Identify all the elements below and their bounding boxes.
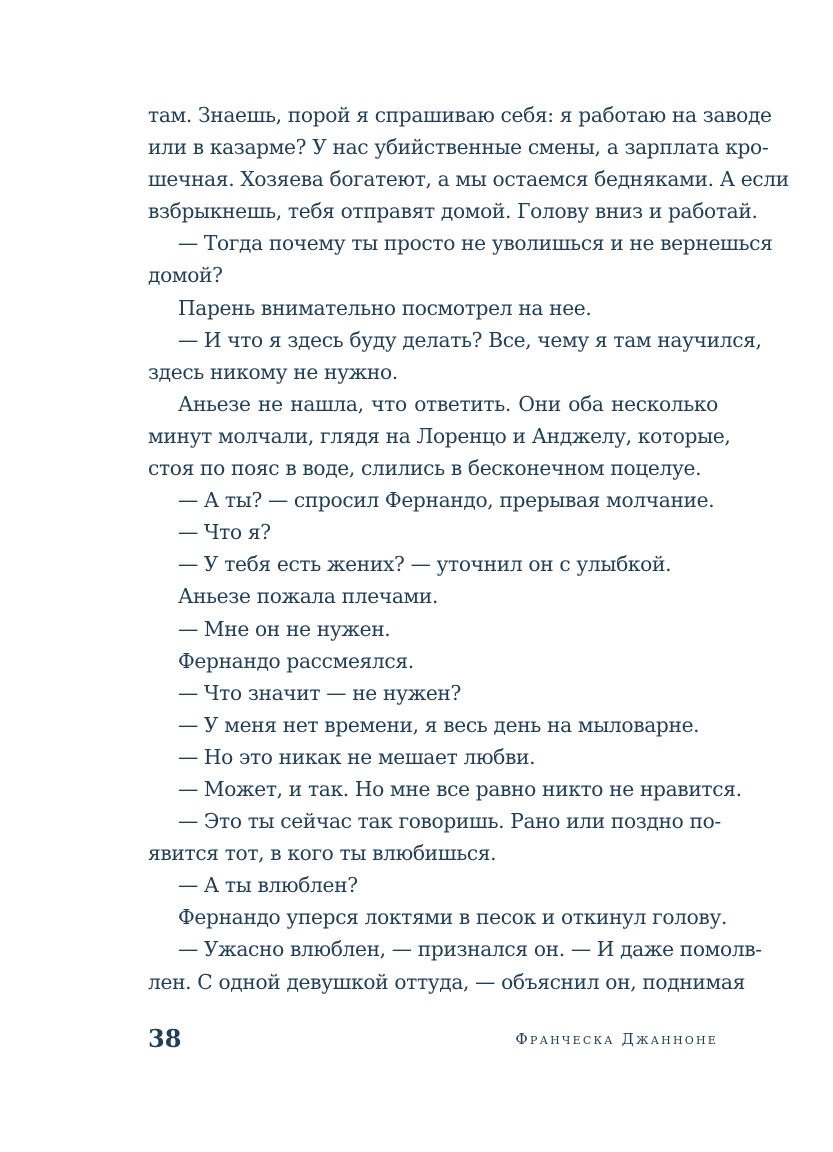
text-line: стоя по пояс в воде, слились в бесконечном поцелуе.	[148, 456, 702, 481]
text-line: здесь никому не нужно.	[148, 359, 398, 384]
text-line: Фернандо уперся локтями в песок и откинул голову.	[178, 905, 728, 930]
text-line: — Тогда почему ты просто не уволишься и не вернешься	[178, 231, 773, 256]
text-line: — Мне он не нужен.	[178, 616, 391, 641]
text-line: Фернандо рассмеялся.	[178, 648, 414, 673]
text-line: взбрыкнешь, тебя отправят домой. Голову вниз и работай.	[148, 199, 758, 224]
text-line: — Что значит — не нужен?	[178, 680, 461, 705]
text-line: Аньезе не нашла, что ответить. Они оба несколько	[178, 391, 718, 416]
text-line: Аньезе пожала плечами.	[178, 584, 439, 609]
text-line: шечная. Хозяева богатеют, а мы остаемся бедняками. А если	[148, 167, 789, 192]
text-line: — А ты? — спросил Фернандо, прерывая молчание.	[178, 488, 715, 513]
text-line: — Ужасно влюблен, — признался он. — И даже помолв-	[178, 937, 762, 962]
page-number: 38	[148, 1024, 182, 1053]
text-line: Парень внимательно посмотрел на нее.	[178, 295, 592, 320]
text-line: — Это ты сейчас так говоришь. Рано или поздно по-	[178, 809, 721, 834]
running-footer-author: Франческа Джанноне	[515, 1030, 718, 1048]
text-line: минут молчали, глядя на Лоренцо и Анджелу, которые,	[148, 423, 731, 448]
text-line: — И что я здесь буду делать? Все, чему я там научился,	[178, 327, 762, 352]
text-line: — А ты влюблен?	[178, 873, 358, 898]
text-line: лен. С одной девушкой оттуда, — объяснил он, поднимая	[148, 969, 745, 994]
page-footer	[148, 1022, 718, 1056]
text-line: домой?	[148, 263, 223, 288]
text-line: — У тебя есть жених? — уточнил он с улыбкой.	[178, 552, 672, 577]
text-line: или в казарме? У нас убийственные смены, а зарплата кро-	[148, 135, 769, 160]
text-line: — Может, и так. Но мне все равно никто не нравится.	[178, 776, 742, 801]
text-line: — У меня нет времени, я весь день на мыловарне.	[178, 712, 700, 737]
body-text	[148, 99, 789, 998]
text-line: — Что я?	[178, 520, 271, 545]
text-line: там. Знаешь, порой я спрашиваю себя: я работаю на заводе	[148, 103, 772, 127]
text-line: — Но это никак не мешает любви.	[178, 744, 536, 769]
text-line: явится тот, в кого ты влюбишься.	[148, 841, 497, 866]
